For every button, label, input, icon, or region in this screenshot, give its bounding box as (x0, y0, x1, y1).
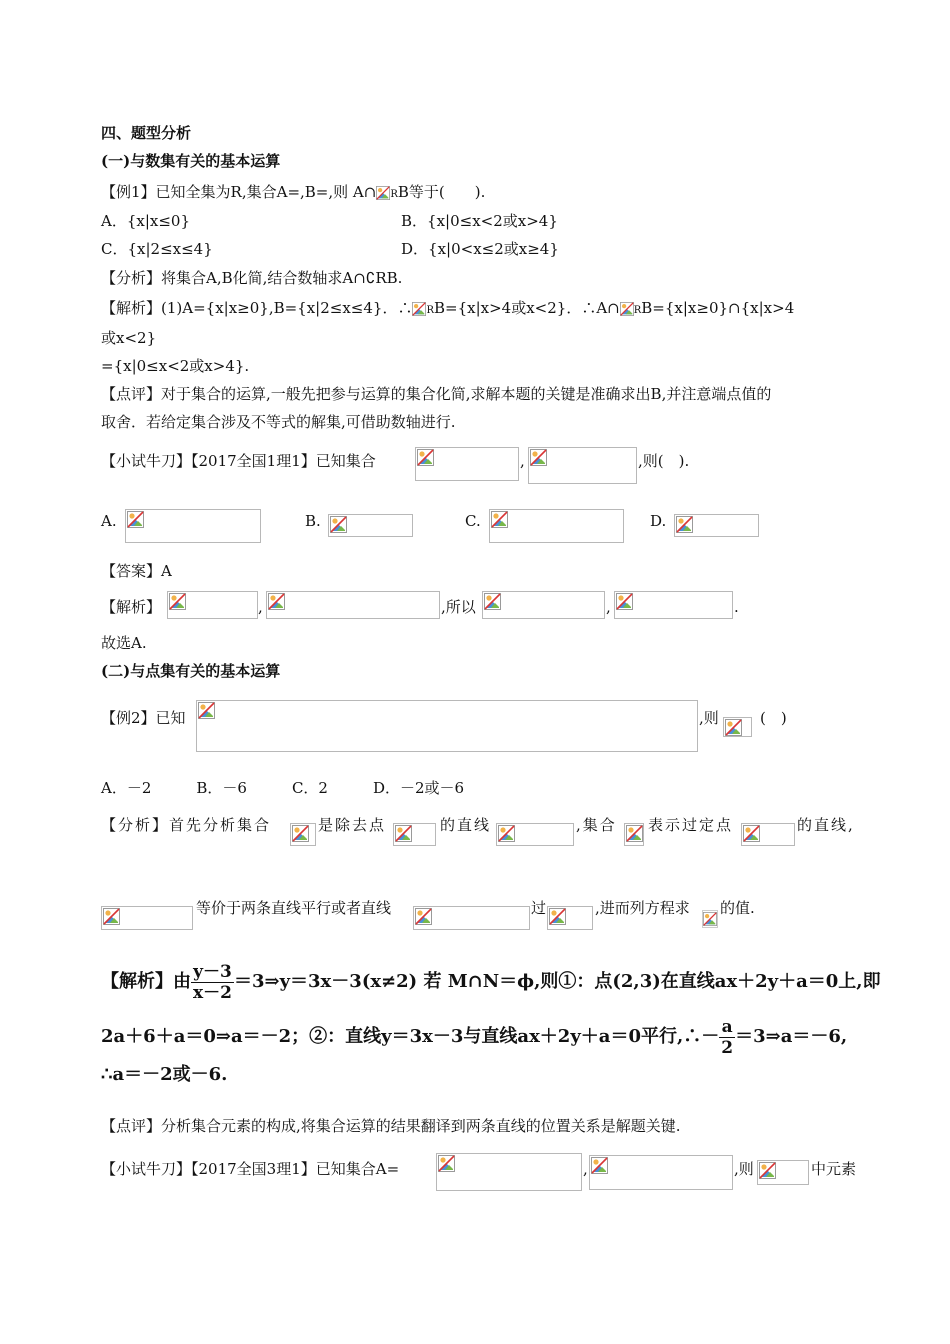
try1-answer: 【答案】A (101, 562, 172, 580)
ex1-comment-line1: 【点评】对于集合的运算,一般先把参与运算的集合化简,求解本题的关键是准确求出B,并注意端点值的 (101, 385, 772, 403)
ex1-solution-line3: ={x|0≤x<2或x>4}. (101, 357, 250, 375)
s2-rest: ＝3⇒a＝－6, (735, 1026, 848, 1047)
fraction (719, 1017, 735, 1058)
try1-conclude: 故选A. (101, 634, 147, 652)
sol1c: B={x|x≥0}∩{x|x>4 (641, 299, 795, 317)
broken-image-icon (103, 908, 120, 925)
ex2-analysis-a6: 的直线, (797, 816, 855, 834)
formula-image (702, 910, 718, 928)
broken-image-icon (530, 449, 547, 466)
comma: , (583, 1160, 588, 1178)
frac-den: 2 (721, 1037, 734, 1058)
ex2-analysis-b1: 等价于两条直线平行或者直线 (196, 899, 392, 917)
ex2-comment: 【点评】分析集合元素的构成,将集合运算的结果翻译到两条直线的位置关系是解题关键. (101, 1117, 681, 1135)
frac-den: x－2 (193, 982, 232, 1003)
broken-image-icon (395, 825, 412, 842)
ex1-comment-line2: 取舍．若给定集合涉及不等式的解集,可借助数轴进行. (101, 413, 456, 431)
formula-image (167, 591, 258, 619)
section-heading: 四、题型分析 (101, 124, 192, 142)
broken-image-icon (198, 702, 215, 719)
ex1-prefix: 【例1】已知全集为R,集合 (101, 183, 277, 201)
broken-image-icon (438, 1155, 455, 1172)
broken-image-icon (330, 516, 347, 533)
sol1a: 【解析】(1)A={x|x≥0},B={x|2≤x≤4}．∴ (101, 299, 413, 317)
ex1-solution-line2: 或x<2} (101, 329, 157, 347)
broken-image-icon (549, 908, 566, 925)
formula-image (393, 823, 436, 846)
try2-tail: 中元素 (811, 1160, 857, 1178)
broken-image-icon (676, 516, 693, 533)
broken-image-icon (415, 908, 432, 925)
formula-image (589, 1155, 733, 1190)
ex1-analysis: 【分析】将集合A,B化简,结合数轴求A∩∁RB. (101, 269, 403, 287)
broken-image-icon (620, 301, 634, 317)
subsection-1: (一)与数集有关的基本运算 (101, 152, 281, 170)
broken-image-icon (127, 511, 144, 528)
ex2-analysis-a2: 是除去点 (318, 816, 387, 834)
formula-image (415, 447, 519, 481)
ex2-solution-line2 (101, 1012, 847, 1062)
try1-option-b: B. (305, 512, 321, 530)
broken-image-icon (484, 593, 501, 610)
option-a-image (125, 509, 261, 543)
s1-label: 【解析】由 (101, 971, 191, 992)
formula-image (614, 591, 733, 619)
try2-question: 【小试牛刀】【2017全国3理1】已知集合A= (101, 1160, 400, 1178)
try1-option-c: C. (465, 512, 481, 530)
ex1-solution-line1: 【解析】(1)A={x|x≥0},B={x|2≤x≤4}．∴ RB={x|x>4或x<2}．∴A∩ RB={x|x≥0}∩{x|x>4 (101, 299, 795, 317)
option-d-image (674, 514, 759, 537)
fraction (191, 962, 234, 1003)
comma: , (258, 598, 263, 616)
ex1-option-d: D．{x|0<x≤2或x≥4} (401, 240, 559, 258)
try1-solution: 【解析】 (101, 598, 162, 616)
try1-option-a: A. (101, 512, 117, 530)
ex2-paren: ( ) (760, 709, 787, 727)
try1-option-d: D. (650, 512, 667, 530)
ex2-analysis-b2: 过 (531, 899, 547, 917)
ex2-analysis-a3: 的直线 (440, 816, 492, 834)
ex2-options: A．－2 B．－6 C．2 D．－2或－6 (101, 779, 465, 797)
formula-image (624, 823, 644, 846)
formula-image (436, 1153, 582, 1191)
formula-image (290, 823, 316, 846)
formula-image (496, 823, 574, 846)
ex2-solution-line1 (101, 957, 881, 1007)
broken-image-icon (591, 1157, 608, 1174)
formula-image (723, 717, 752, 737)
frac-num: a (719, 1017, 735, 1038)
try1-soyi: ,所以 (441, 598, 476, 616)
formula-image (482, 591, 605, 619)
ex1-option-a: A．{x|x≤0} (101, 212, 191, 230)
broken-image-icon (268, 593, 285, 610)
ex1-option-c: C．{x|2≤x≤4} (101, 240, 213, 258)
formula-image (547, 906, 593, 930)
formula-image (266, 591, 440, 619)
option-b-image (328, 514, 413, 537)
broken-image-icon (725, 719, 742, 736)
ex2-solution-line3: ∴a＝－2或－6. (101, 1064, 228, 1085)
ex2-then: ,则 (699, 709, 719, 727)
ex2-analysis-b4: 的值. (720, 899, 755, 917)
broken-image-icon (759, 1162, 776, 1179)
frac-num: y－3 (191, 962, 234, 983)
period: . (734, 598, 739, 616)
formula-image (528, 447, 637, 484)
broken-image-icon (703, 912, 717, 926)
formula-image (741, 823, 795, 846)
subsection-2: (二)与点集有关的基本运算 (101, 662, 281, 680)
broken-image-icon (743, 825, 760, 842)
formula-image (101, 906, 193, 930)
broken-image-icon (417, 449, 434, 466)
ex2-prefix: 【例2】已知 (101, 709, 186, 727)
s2: 2a＋6＋a＝0⇒a＝－2；②：直线y＝3x－3与直线ax＋2y＋a＝0平行,∴－ (101, 1026, 720, 1047)
broken-image-icon (498, 825, 515, 842)
ex2-analysis-b3: ,进而列方程求 (595, 899, 690, 917)
ex2-analysis-a5: 表示过定点 (648, 816, 734, 834)
ex1-suffix: B等于( ). (397, 183, 486, 201)
option-c-image (489, 509, 624, 543)
try1-comma: , (520, 452, 525, 470)
s1-rest: ＝3⇒y＝3x－3(x≠2) 若 M∩N＝ϕ,则①：点(2,3)在直线ax＋2y＋a＝0上,即 (233, 971, 881, 992)
ex1-mid: A=,B=,则 A∩ (276, 183, 377, 201)
formula-image (757, 1160, 809, 1185)
broken-image-icon (376, 185, 390, 201)
broken-image-icon (169, 593, 186, 610)
example-1-question: 【例1】已知全集为R,集合A=,B=,则 A∩ RB等于( ). (101, 183, 486, 201)
broken-image-icon (626, 825, 643, 842)
formula-image (413, 906, 530, 930)
ex2-analysis-a4: ,集合 (576, 816, 617, 834)
broken-image-icon (616, 593, 633, 610)
formula-image (196, 700, 698, 752)
broken-image-icon (491, 511, 508, 528)
sol1b: B={x|x>4或x<2}．∴A∩ (434, 299, 620, 317)
try2-then: ,则 (734, 1160, 754, 1178)
broken-image-icon (292, 825, 309, 842)
ex1-option-b: B．{x|0≤x<2或x>4} (401, 212, 558, 230)
ex2-analysis-a1: 【分析】首先分析集合 (101, 816, 272, 834)
comma: , (606, 598, 611, 616)
try1-question: 【小试牛刀】【2017全国1理1】已知集合 (101, 452, 376, 470)
broken-image-icon (412, 301, 426, 317)
try1-end: ,则( ). (638, 452, 690, 470)
